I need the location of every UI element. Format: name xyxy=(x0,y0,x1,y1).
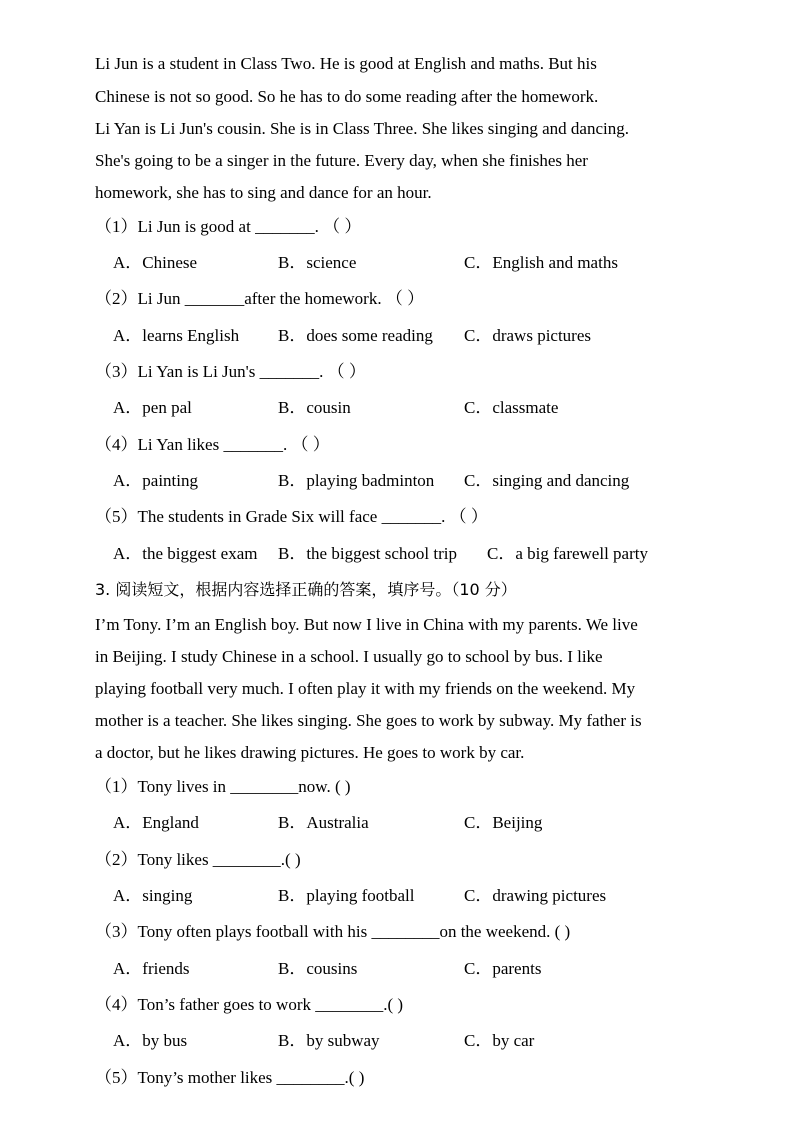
option-b: B．playing football xyxy=(278,886,415,905)
option-a: A．singing xyxy=(113,886,193,905)
question-stem: （3）Li Yan is Li Jun's _______. （ ） xyxy=(95,362,366,381)
passage-line: mother is a teacher. She likes singing. She goes to work by subway. My father is xyxy=(95,711,642,730)
option-b: B．by subway xyxy=(278,1031,380,1050)
question-stem: （5）The students in Grade Six will face _______. （ ） xyxy=(95,507,488,526)
question-stem: （5）Tony’s mother likes ________.( ) xyxy=(95,1068,365,1087)
question-stem: （4）Li Yan likes _______. （ ） xyxy=(95,435,330,454)
passage-line: in Beijing. I study Chinese in a school. I usually go to school by bus. I like xyxy=(95,647,603,666)
option-a: A．England xyxy=(113,813,199,832)
section-heading: 3. 阅读短文，根据内容选择正确的答案，填序号。（10 分） xyxy=(95,580,517,599)
passage-line: She's going to be a singer in the future. Every day, when she finishes her xyxy=(95,151,588,170)
option-a: A．pen pal xyxy=(113,398,192,417)
question-stem: （4）Ton’s father goes to work ________.( ) xyxy=(95,995,404,1014)
option-c: C．classmate xyxy=(464,398,559,417)
option-a: A．by bus xyxy=(113,1031,188,1050)
option-b: B．cousins xyxy=(278,959,358,978)
option-b: B．science xyxy=(278,253,357,272)
option-b: B．Australia xyxy=(278,813,369,832)
passage-line: I’m Tony. I’m an English boy. But now I live in China with my parents. We live xyxy=(95,615,638,634)
question-stem: （1）Tony lives in ________now. ( ) xyxy=(95,777,351,796)
question-stem: （2）Tony likes ________.( ) xyxy=(95,850,301,869)
option-a: A．Chinese xyxy=(113,253,198,272)
passage-line: a doctor, but he likes drawing pictures. He goes to work by car. xyxy=(95,743,525,762)
option-b: B．the biggest school trip xyxy=(278,544,457,563)
option-a: A．friends xyxy=(113,959,190,978)
option-b: B．cousin xyxy=(278,398,351,417)
option-c: C．English and maths xyxy=(464,253,618,272)
option-b: B．does some reading xyxy=(278,326,433,345)
passage-line: homework, she has to sing and dance for an hour. xyxy=(95,183,432,202)
option-c: C．drawing pictures xyxy=(464,886,607,905)
passage-line: playing football very much. I often play it with my friends on the weekend. My xyxy=(95,679,636,698)
passage-line: Li Jun is a student in Class Two. He is good at English and maths. But his xyxy=(95,54,597,73)
question-stem: （1）Li Jun is good at _______. （ ） xyxy=(95,217,362,236)
option-c: C．parents xyxy=(464,959,542,978)
passage-line: Li Yan is Li Jun's cousin. She is in Class Three. She likes singing and dancing. xyxy=(95,119,629,138)
option-c: C．draws pictures xyxy=(464,326,592,345)
option-a: A．painting xyxy=(113,471,198,490)
passage-line: Chinese is not so good. So he has to do some reading after the homework. xyxy=(95,87,599,106)
question-stem: （3）Tony often plays football with his ________on the weekend. ( ) xyxy=(95,922,571,941)
option-c: C．by car xyxy=(464,1031,535,1050)
question-stem: （2）Li Jun _______after the homework. （ ） xyxy=(95,289,425,308)
option-b: B．playing badminton xyxy=(278,471,435,490)
option-c: C．singing and dancing xyxy=(464,471,630,490)
option-a: A．learns English xyxy=(113,326,240,345)
option-a: A．the biggest exam xyxy=(113,544,258,563)
option-c: C．a big farewell party xyxy=(487,544,648,563)
option-c: C．Beijing xyxy=(464,813,543,832)
